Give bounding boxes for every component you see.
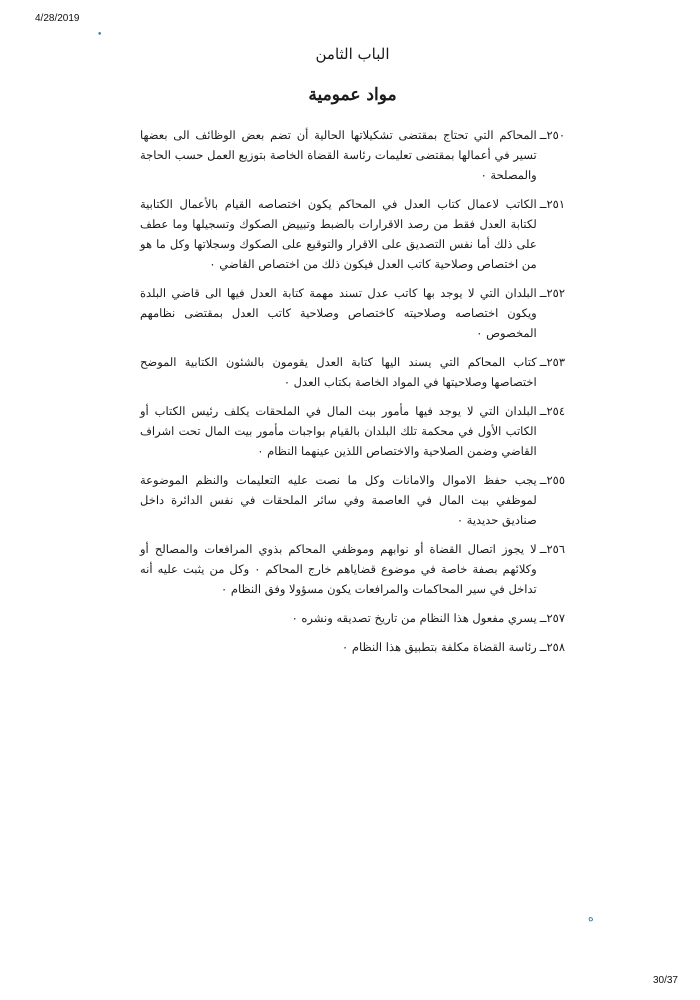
- article-number: ٢٥٥ــ: [539, 473, 565, 487]
- scan-mark-icon: ه: [588, 911, 594, 924]
- article-text: لا يجوز اتصال القضاة أو نوابهم وموظفي المحاكم بذوي المرافعات والمصالح أو وكلائهم بصفة خاصة في موضوع قضاياهم خارج المحاكم ٠ وكل من يثبت عليه أنه تداخل في سير المحاكمات والمرافعات يكون مسؤولا وفق النظام ٠: [140, 542, 537, 596]
- article-text: البلدان التي لا يوجد بها كاتب عدل تسند مهمة كتابة العدل فيها الى قاضي البلدة ويكون اختصاصه وصلاحيته كاختصاص وصلاحية كاتب العدل بمقتضى نظامهم المخصوص ٠: [140, 286, 537, 340]
- article-number: ٢٥١ــ: [539, 197, 565, 211]
- page-number: 30/37: [652, 975, 678, 986]
- article-250: [140, 125, 565, 185]
- article-text: رئاسة القضاة مكلفة بتطبيق هذا النظام ٠: [342, 640, 537, 654]
- article-text: كتاب المحاكم التي يسند اليها كتابة العدل يقومون بالشئون الكتابية الموضح اختصاصها وصلاحيتها في المواد الخاصة بكتاب العدل ٠: [140, 355, 537, 389]
- article-text: الكاتب لاعمال كتاب العدل في المحاكم يكون اختصاصه القيام بالأعمال الكتابية لكتابة العدل فقط من رصد الاقرارات بالضبط وتبييض الصكوك وتسجيلها وما عطف على ذلك أما نفس التصديق على الاقرار والتوقيع على الصكوك وسجلاتها وكل ما هو من اختصاص وصلاحية كاتب العدل فيكون ذلك من اختصاص القاضي ٠: [140, 197, 537, 271]
- article-number: ٢٥٢ــ: [539, 286, 565, 300]
- scan-mark-icon: •: [97, 30, 103, 40]
- article-257: [140, 608, 565, 628]
- print-date: 4/28/2019: [35, 13, 80, 24]
- article-number: ٢٥٦ــ: [539, 542, 565, 556]
- article-255: [140, 470, 565, 530]
- article-256: [140, 539, 565, 599]
- article-text: يجب حفظ الاموال والامانات وكل ما نصت عليه التعليمات والنظم الموضوعة لموظفي بيت المال في العاصمة وفي سائر الملحقات في نفس الدائرة داخل صناديق حديدية ٠: [140, 473, 537, 527]
- chapter-title: الباب الثامن: [315, 45, 390, 63]
- article-text: البلدان التي لا يوجد فيها مأمور بيت المال في الملحقات يكلف رئيس الكتاب أو الكاتب الأول في محكمة تلك البلدان بالقيام بواجبات مأمور بيت المال تحت اشراف القاضي وضمن الصلاحية والاختصاص اللذين عينهما النظام ٠: [140, 404, 537, 458]
- article-253: [140, 352, 565, 392]
- article-number: ٢٥٤ــ: [539, 404, 565, 418]
- document-body: [140, 45, 565, 666]
- section-title: مواد عمومية: [308, 85, 397, 105]
- article-252: [140, 283, 565, 343]
- article-251: [140, 194, 565, 274]
- article-number: ٢٥٠ــ: [539, 128, 565, 142]
- article-number: ٢٥٨ــ: [539, 640, 565, 654]
- article-254: [140, 401, 565, 461]
- article-258: [140, 637, 565, 657]
- article-text: المحاكم التي تحتاج بمقتضى تشكيلاتها الحالية أن تضم بعض الوظائف الى بعضها تسير في أعمالها بمقتضى تعليمات رئاسة القضاة الخاصة بتوزيع العمل حسب الحاجة والمصلحة ٠: [140, 128, 537, 182]
- article-number: ٢٥٧ــ: [539, 611, 565, 625]
- article-number: ٢٥٣ــ: [539, 355, 565, 369]
- article-text: يسري مفعول هذا النظام من تاريخ تصديقه ونشره ٠: [291, 611, 537, 625]
